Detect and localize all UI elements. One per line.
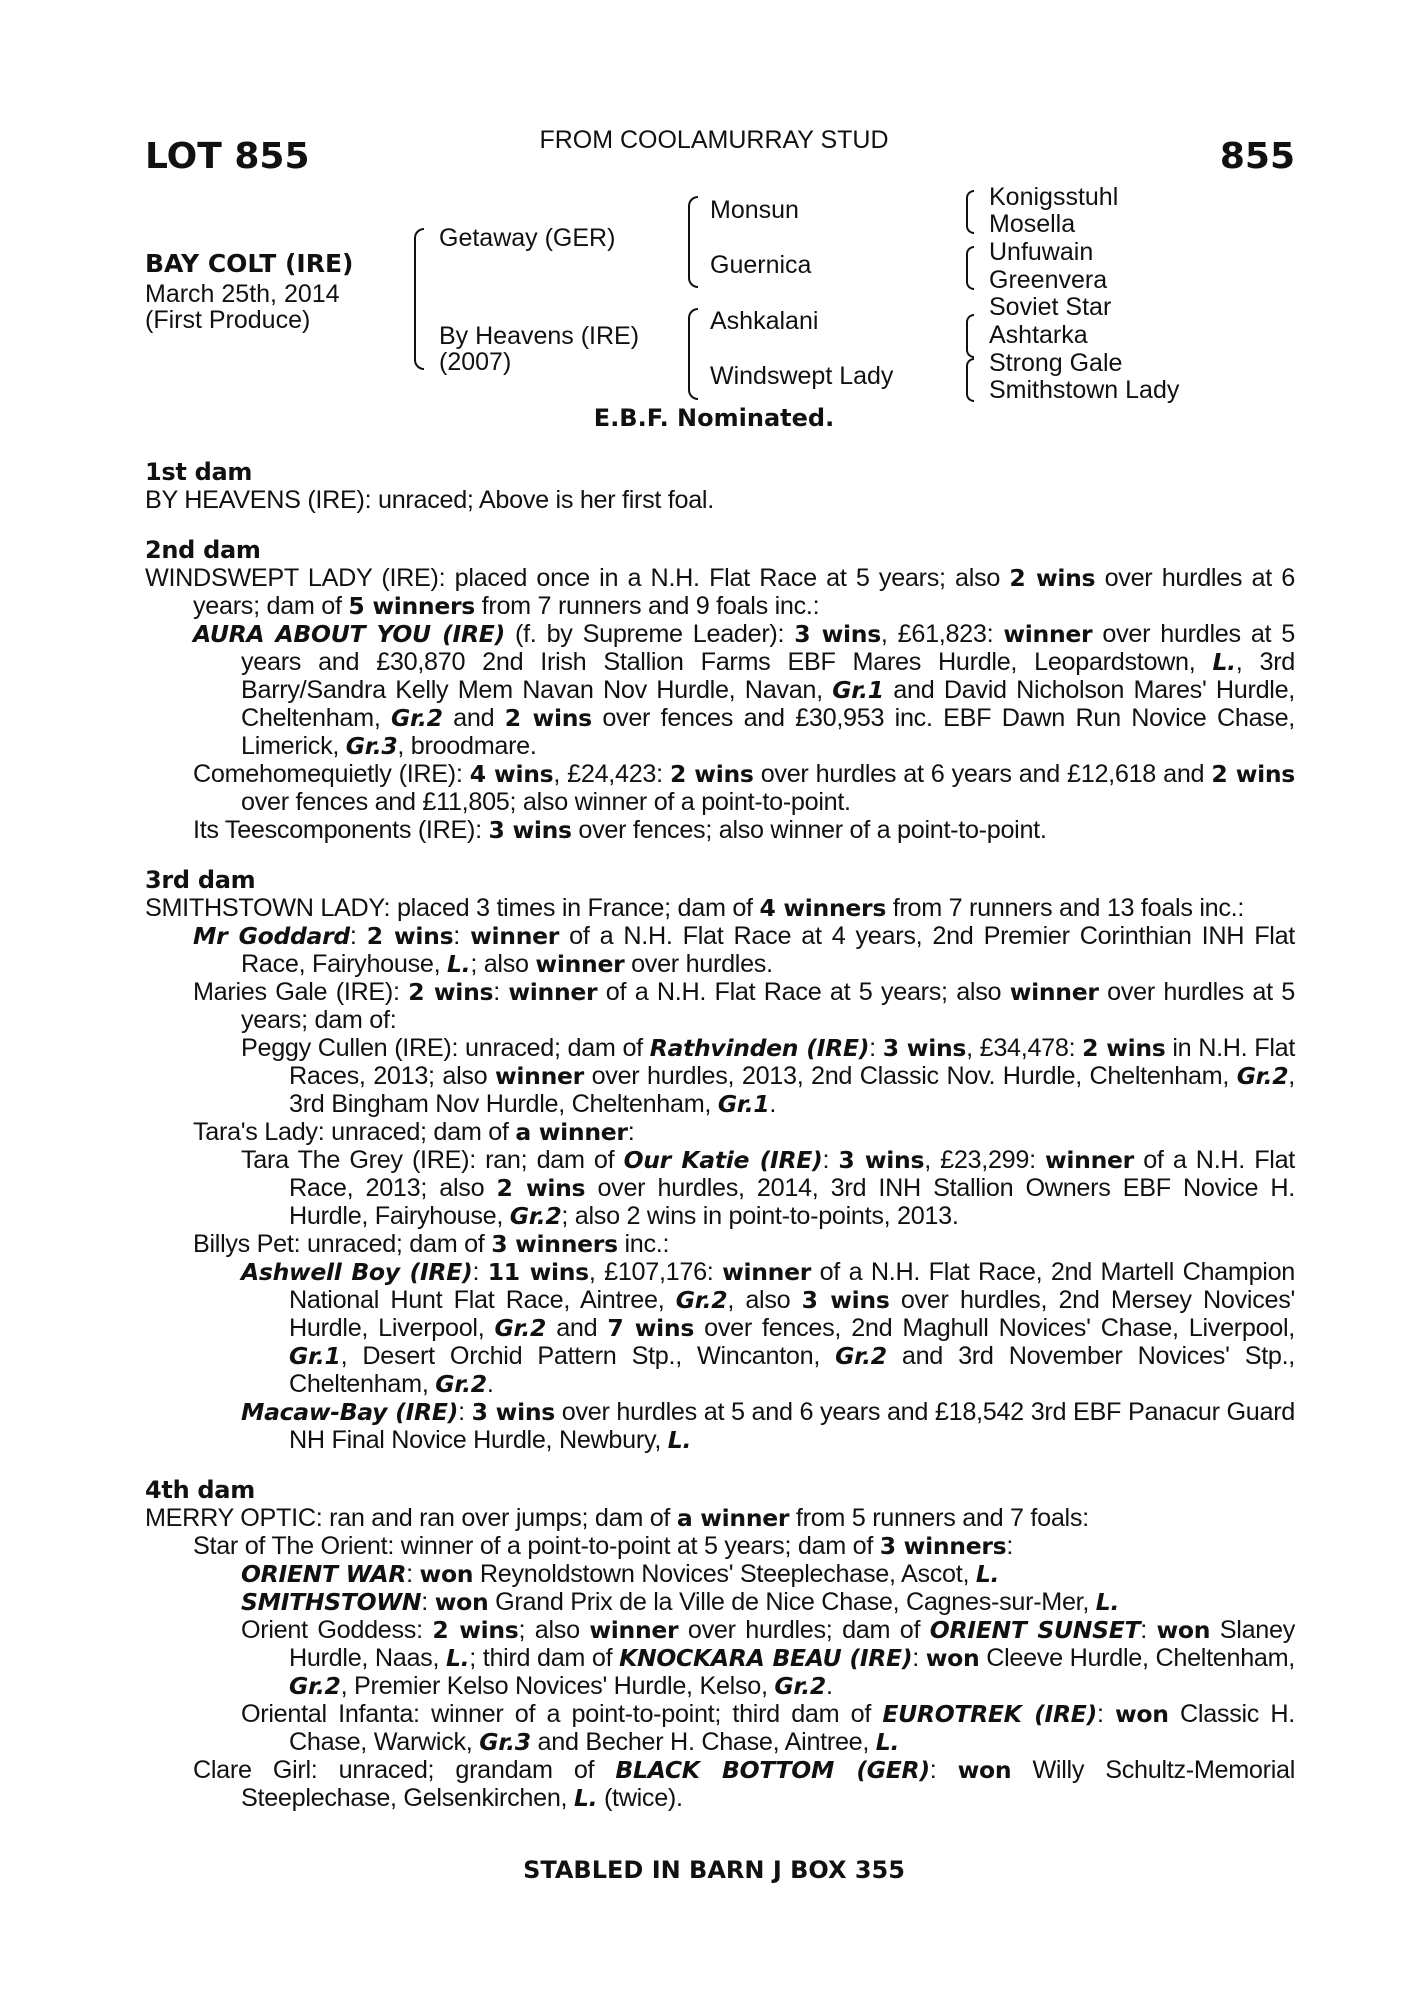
text: MERRY OPTIC: ran and ran over jumps; dam of xyxy=(145,1504,677,1532)
bold-text: 3 wins xyxy=(471,1398,555,1426)
pedigree-entry xyxy=(145,816,1295,844)
pedigree-entry xyxy=(145,1398,1295,1454)
text: : xyxy=(1096,1700,1115,1728)
horse-or-grade-emphasis: Gr.2 xyxy=(494,1314,547,1342)
pedigree-sire-dam: Guernica xyxy=(710,251,812,279)
second-dam-section xyxy=(145,536,1295,844)
text: Cleeve Hurdle, Cheltenham, xyxy=(979,1644,1295,1672)
pedigree-dam-year: (2007) xyxy=(439,348,512,376)
text: Willy Schultz-Memorial Steeplechase, Gelsenkirchen, xyxy=(241,1756,1296,1812)
horse-or-grade-emphasis: L. xyxy=(975,1560,1000,1588)
bold-text: winner xyxy=(1045,1146,1134,1174)
bold-text: 2 wins xyxy=(1211,760,1295,788)
horse-or-grade-emphasis: Gr.2 xyxy=(509,1202,562,1230)
text: Orient Goddess: xyxy=(241,1616,433,1644)
section-heading: 4th dam xyxy=(145,1476,255,1504)
horse-or-grade-emphasis: Mr Goddard xyxy=(193,922,350,950)
pedigree-entry xyxy=(145,1700,1295,1756)
horse-or-grade-emphasis: KNOCKARA BEAU (IRE) xyxy=(619,1644,913,1672)
text: , £61,823: xyxy=(880,620,1004,648)
section-heading: 1st dam xyxy=(145,458,253,486)
text: Classic H. Chase, Warwick, xyxy=(289,1700,1295,1756)
text: WINDSWEPT LADY (IRE): placed once in a N.H. Flat Race at 5 years; also xyxy=(145,564,1010,592)
pedigree-sire-sire: Monsun xyxy=(710,196,799,224)
bold-text: winner xyxy=(1003,620,1093,648)
horse-or-grade-emphasis: L. xyxy=(447,950,471,978)
bold-text: 2 wins xyxy=(1009,564,1096,592)
horse-or-grade-emphasis: ORIENT SUNSET xyxy=(929,1616,1141,1644)
pedigree-g3: Konigsstuhl xyxy=(989,183,1119,211)
bold-text: 3 wins xyxy=(801,1286,890,1314)
horse-or-grade-emphasis: Gr.1 xyxy=(717,1090,770,1118)
pedigree-entry xyxy=(145,922,1295,978)
ebf-nominated: E.B.F. Nominated. xyxy=(593,404,835,432)
pedigree-entry xyxy=(145,1146,1295,1230)
text: over fences and £30,953 inc. EBF Dawn Run Novice Chase, Limerick, xyxy=(241,704,1295,760)
horse-or-grade-emphasis: EUROTREK (IRE) xyxy=(882,1700,1097,1728)
pedigree-brace xyxy=(414,228,424,370)
pedigree-entry xyxy=(145,1532,1295,1560)
text: : xyxy=(929,1756,958,1784)
pedigree-g3: Soviet Star xyxy=(989,293,1112,321)
pedigree-entry xyxy=(145,1560,1295,1588)
text: SMITHSTOWN LADY: placed 3 times in France; dam of xyxy=(145,894,760,922)
catalogue-body xyxy=(145,458,1295,1812)
horse-or-grade-emphasis: L. xyxy=(875,1728,900,1756)
text: : xyxy=(453,922,471,950)
text: Oriental Infanta: winner of a point-to-point; third dam of xyxy=(241,1700,883,1728)
text: , £34,478: xyxy=(966,1034,1083,1062)
text: of a N.H. Flat Race, 2013; also xyxy=(289,1146,1295,1202)
text: over hurdles; dam of xyxy=(678,1616,930,1644)
section-heading: 3rd dam xyxy=(145,866,256,894)
text: of a N.H. Flat Race, 2nd Martell Champion National Hunt Flat Race, Aintree, xyxy=(289,1258,1295,1314)
bold-text: won xyxy=(925,1644,980,1672)
text: over hurdles at 5 years; dam of: xyxy=(241,978,1295,1034)
text: from 7 runners and 9 foals inc.: xyxy=(474,592,820,620)
text: : xyxy=(349,922,367,950)
text: Slaney Hurdle, Naas, xyxy=(289,1616,1295,1672)
text: : xyxy=(472,1258,488,1286)
text: and Becher H. Chase, Aintree, xyxy=(530,1728,876,1756)
pedigree-entry xyxy=(145,1756,1295,1812)
text: : xyxy=(406,1560,420,1588)
bold-text: won xyxy=(434,1588,489,1616)
bold-text: 2 wins xyxy=(366,922,454,950)
text: Comehomequietly (IRE): xyxy=(193,760,470,788)
text: from 5 runners and 7 foals: xyxy=(789,1504,1089,1532)
horse-or-grade-emphasis: Gr.1 xyxy=(289,1342,341,1370)
text: Tara The Grey (IRE): ran; dam of xyxy=(241,1146,624,1174)
horse-or-grade-emphasis: Macaw-Bay (IRE) xyxy=(241,1398,459,1426)
pedigree-brace xyxy=(966,314,974,358)
text: Grand Prix de la Ville de Nice Chase, Cagnes-sur-Mer, xyxy=(488,1588,1096,1616)
horse-foaling-date: March 25th, 2014 xyxy=(145,280,340,308)
horse-or-grade-emphasis: L. xyxy=(573,1784,598,1812)
text: and David Nicholson Mares' Hurdle, Cheltenham, xyxy=(241,676,1295,732)
pedigree-entry xyxy=(145,1258,1295,1398)
horse-or-grade-emphasis: L. xyxy=(1095,1588,1120,1616)
text: : xyxy=(869,1034,883,1062)
bold-text: 4 wins xyxy=(469,760,554,788)
pedigree-brace xyxy=(966,190,974,234)
pedigree-brace xyxy=(688,196,698,288)
pedigree-dam-dam: Windswept Lady xyxy=(710,362,894,390)
pedigree-entry xyxy=(145,1034,1295,1118)
pedigree-entry xyxy=(145,1504,1295,1532)
text: Tara's Lady: unraced; dam of xyxy=(193,1118,516,1146)
bold-text: 2 wins xyxy=(432,1616,519,1644)
horse-or-grade-emphasis: Gr.2 xyxy=(774,1672,826,1700)
bold-text: 3 winners xyxy=(879,1532,1007,1560)
text: : xyxy=(912,1644,926,1672)
text: . xyxy=(825,1672,833,1700)
text: over hurdles at 6 years and £12,618 and xyxy=(753,760,1212,788)
text: ; third dam of xyxy=(469,1644,620,1672)
pedigree-entry xyxy=(145,894,1295,922)
third-dam-section xyxy=(145,866,1295,1454)
fourth-dam-section xyxy=(145,1476,1295,1812)
text: , broodmare. xyxy=(397,732,537,760)
bold-text: 2 wins xyxy=(669,760,754,788)
text: , 3rd Bingham Nov Hurdle, Cheltenham, xyxy=(289,1062,1295,1118)
bold-text: 5 winners xyxy=(348,592,475,620)
text: Clare Girl: unraced; grandam of xyxy=(193,1756,616,1784)
pedigree-dam-sire: Ashkalani xyxy=(710,307,819,335)
pedigree-entry xyxy=(145,978,1295,1034)
text: over hurdles at 5 years and £30,870 2nd Irish Stallion Farms EBF Mares Hurdle, Leopardstown, xyxy=(241,620,1296,676)
text: from 7 runners and 13 foals inc.: xyxy=(886,894,1245,922)
pedigree-entry xyxy=(145,620,1295,760)
horse-or-grade-emphasis: Our Katie (IRE) xyxy=(623,1146,823,1174)
pedigree-brace xyxy=(966,358,974,402)
horse-name: BAY COLT (IRE) xyxy=(145,249,354,278)
horse-produce-note: (First Produce) xyxy=(145,306,311,334)
text: : xyxy=(421,1588,435,1616)
text: Maries Gale (IRE): xyxy=(193,978,409,1006)
pedigree-entry xyxy=(145,564,1295,620)
horse-or-grade-emphasis: L. xyxy=(445,1644,470,1672)
text: and xyxy=(546,1314,608,1342)
text: ; also 2 wins in point-to-points, 2013. xyxy=(561,1202,959,1230)
bold-text: winner xyxy=(535,950,625,978)
text: : xyxy=(627,1118,635,1146)
bold-text: 7 wins xyxy=(607,1314,695,1342)
text: over hurdles, 2nd Mersey Novices' Hurdle, Liverpool, xyxy=(289,1286,1296,1342)
bold-text: winner xyxy=(722,1258,812,1286)
text: Its Teescomponents (IRE): xyxy=(193,816,489,844)
horse-or-grade-emphasis: BLACK BOTTOM (GER) xyxy=(615,1756,930,1784)
text: Star of The Orient: winner of a point-to-point at 5 years; dam of xyxy=(193,1532,880,1560)
text: (twice). xyxy=(597,1784,683,1812)
stabling-info: STABLED IN BARN J BOX 355 xyxy=(523,1856,905,1884)
text: and xyxy=(442,704,505,732)
text: : xyxy=(493,978,509,1006)
bold-text: 2 wins xyxy=(504,704,592,732)
text: , £24,423: xyxy=(553,760,670,788)
text: ; also xyxy=(470,950,536,978)
text: over fences; also winner of a point-to-point. xyxy=(571,816,1047,844)
horse-or-grade-emphasis: L. xyxy=(667,1426,692,1454)
horse-or-grade-emphasis: Gr.2 xyxy=(391,704,443,732)
text: : xyxy=(1006,1532,1014,1560)
text: Billys Pet: unraced; dam of xyxy=(193,1230,492,1258)
bold-text: won xyxy=(1115,1700,1169,1728)
text: : xyxy=(458,1398,472,1426)
section-heading: 2nd dam xyxy=(145,536,261,564)
horse-or-grade-emphasis: Gr.1 xyxy=(832,676,884,704)
pedigree-entry xyxy=(145,760,1295,816)
text: : xyxy=(1140,1616,1157,1644)
text: over hurdles, 2013, 2nd Classic Nov. Hurdle, Cheltenham, xyxy=(583,1062,1237,1090)
text: over hurdles, 2014, 3rd INH Stallion Owners EBF Novice H. Hurdle, Fairyhouse, xyxy=(289,1174,1296,1230)
text: over hurdles at 6 years; dam of xyxy=(193,564,1295,620)
horse-or-grade-emphasis: Rathvinden (IRE) xyxy=(649,1034,870,1062)
horse-or-grade-emphasis: L. xyxy=(1212,648,1236,676)
text: Reynoldstown Novices' Steeplechase, Ascot, xyxy=(473,1560,976,1588)
pedigree-entry xyxy=(145,1230,1295,1258)
consignor-line: FROM COOLAMURRAY STUD xyxy=(539,126,889,154)
bold-text: a winner xyxy=(515,1118,628,1146)
text: inc.: xyxy=(617,1230,670,1258)
horse-or-grade-emphasis: Gr.3 xyxy=(479,1728,531,1756)
text: , £23,299: xyxy=(924,1146,1046,1174)
bold-text: 3 wins xyxy=(488,816,572,844)
bold-text: 11 wins xyxy=(487,1258,589,1286)
pedigree-g3: Smithstown Lady xyxy=(989,376,1180,404)
bold-text: winner xyxy=(589,1616,679,1644)
bold-text: winner xyxy=(1009,978,1099,1006)
bold-text: 2 wins xyxy=(1082,1034,1166,1062)
text: in N.H. Flat Races, 2013; also xyxy=(289,1034,1296,1090)
horse-or-grade-emphasis: Ashwell Boy (IRE) xyxy=(241,1258,473,1286)
text: , Desert Orchid Pattern Stp., Wincanton, xyxy=(340,1342,836,1370)
bold-text: winner xyxy=(470,922,560,950)
lot-title: LOT 855 xyxy=(145,136,310,177)
text: of a N.H. Flat Race at 5 years; also xyxy=(597,978,1010,1006)
text: (f. by Supreme Leader): xyxy=(504,620,795,648)
text: , 3rd Barry/Sandra Kelly Mem Navan Nov Hurdle, Navan, xyxy=(241,648,1296,704)
pedigree-entry xyxy=(145,1616,1295,1700)
pedigree-brace xyxy=(688,308,698,400)
text: . xyxy=(769,1090,777,1118)
bold-text: 3 wins xyxy=(838,1146,925,1174)
horse-or-grade-emphasis: Gr.2 xyxy=(1236,1062,1289,1090)
pedigree-g3: Unfuwain xyxy=(989,238,1094,266)
text: of a N.H. Flat Race at 4 years, 2nd Premier Corinthian INH Flat Race, Fairyhouse, xyxy=(241,922,1295,978)
text: . xyxy=(486,1370,494,1398)
bold-text: 3 wins xyxy=(882,1034,967,1062)
pedigree-dam: By Heavens (IRE) xyxy=(439,322,640,350)
first-dam-section xyxy=(145,458,1295,514)
pedigree-sire: Getaway (GER) xyxy=(439,224,616,252)
pedigree-g3: Greenvera xyxy=(989,266,1108,294)
horse-or-grade-emphasis: Gr.3 xyxy=(345,732,398,760)
text: : xyxy=(822,1146,839,1174)
bold-text: 3 wins xyxy=(794,620,881,648)
pedigree-entry xyxy=(145,1588,1295,1616)
bold-text: 4 winners xyxy=(759,894,887,922)
bold-text: won xyxy=(957,1756,1012,1784)
text: Peggy Cullen (IRE): unraced; dam of xyxy=(241,1034,650,1062)
bold-text: winner xyxy=(508,978,598,1006)
text: over hurdles. xyxy=(624,950,773,978)
text: over fences and £11,805; also winner of a point-to-point. xyxy=(241,788,851,816)
text: BY HEAVENS (IRE): unraced; Above is her first foal. xyxy=(145,486,714,514)
lot-number: 855 xyxy=(1219,136,1295,177)
text: and 3rd November Novices' Stp., Cheltenham, xyxy=(289,1342,1295,1398)
horse-or-grade-emphasis: AURA ABOUT YOU (IRE) xyxy=(193,620,505,648)
pedigree-g3: Ashtarka xyxy=(989,321,1088,349)
text: , £107,176: xyxy=(588,1258,723,1286)
text: over fences, 2nd Maghull Novices' Chase, Liverpool, xyxy=(694,1314,1296,1342)
bold-text: 3 winners xyxy=(491,1230,618,1258)
horse-or-grade-emphasis: Gr.2 xyxy=(289,1672,341,1700)
bold-text: a winner xyxy=(676,1504,790,1532)
horse-or-grade-emphasis: Gr.2 xyxy=(675,1286,728,1314)
horse-or-grade-emphasis: Gr.2 xyxy=(435,1370,487,1398)
bold-text: 2 wins xyxy=(408,978,494,1006)
text: , Premier Kelso Novices' Hurdle, Kelso, xyxy=(340,1672,775,1700)
horse-or-grade-emphasis: SMITHSTOWN xyxy=(241,1588,422,1616)
horse-or-grade-emphasis: Gr.2 xyxy=(835,1342,887,1370)
pedigree-brace xyxy=(966,246,974,290)
bold-text: 2 wins xyxy=(496,1174,586,1202)
pedigree-g3: Strong Gale xyxy=(989,349,1123,377)
bold-text: won xyxy=(419,1560,474,1588)
text: ; also xyxy=(518,1616,590,1644)
pedigree-entry xyxy=(145,486,1295,514)
bold-text: winner xyxy=(495,1062,584,1090)
text: over hurdles at 5 and 6 years and £18,542 3rd EBF Panacur Guard NH Final Novice Hurdle, Newbury, xyxy=(289,1398,1296,1454)
pedigree-entry xyxy=(145,1118,1295,1146)
text: , also xyxy=(727,1286,802,1314)
pedigree-g3: Mosella xyxy=(989,210,1076,238)
horse-or-grade-emphasis: ORIENT WAR xyxy=(241,1560,407,1588)
bold-text: won xyxy=(1156,1616,1211,1644)
